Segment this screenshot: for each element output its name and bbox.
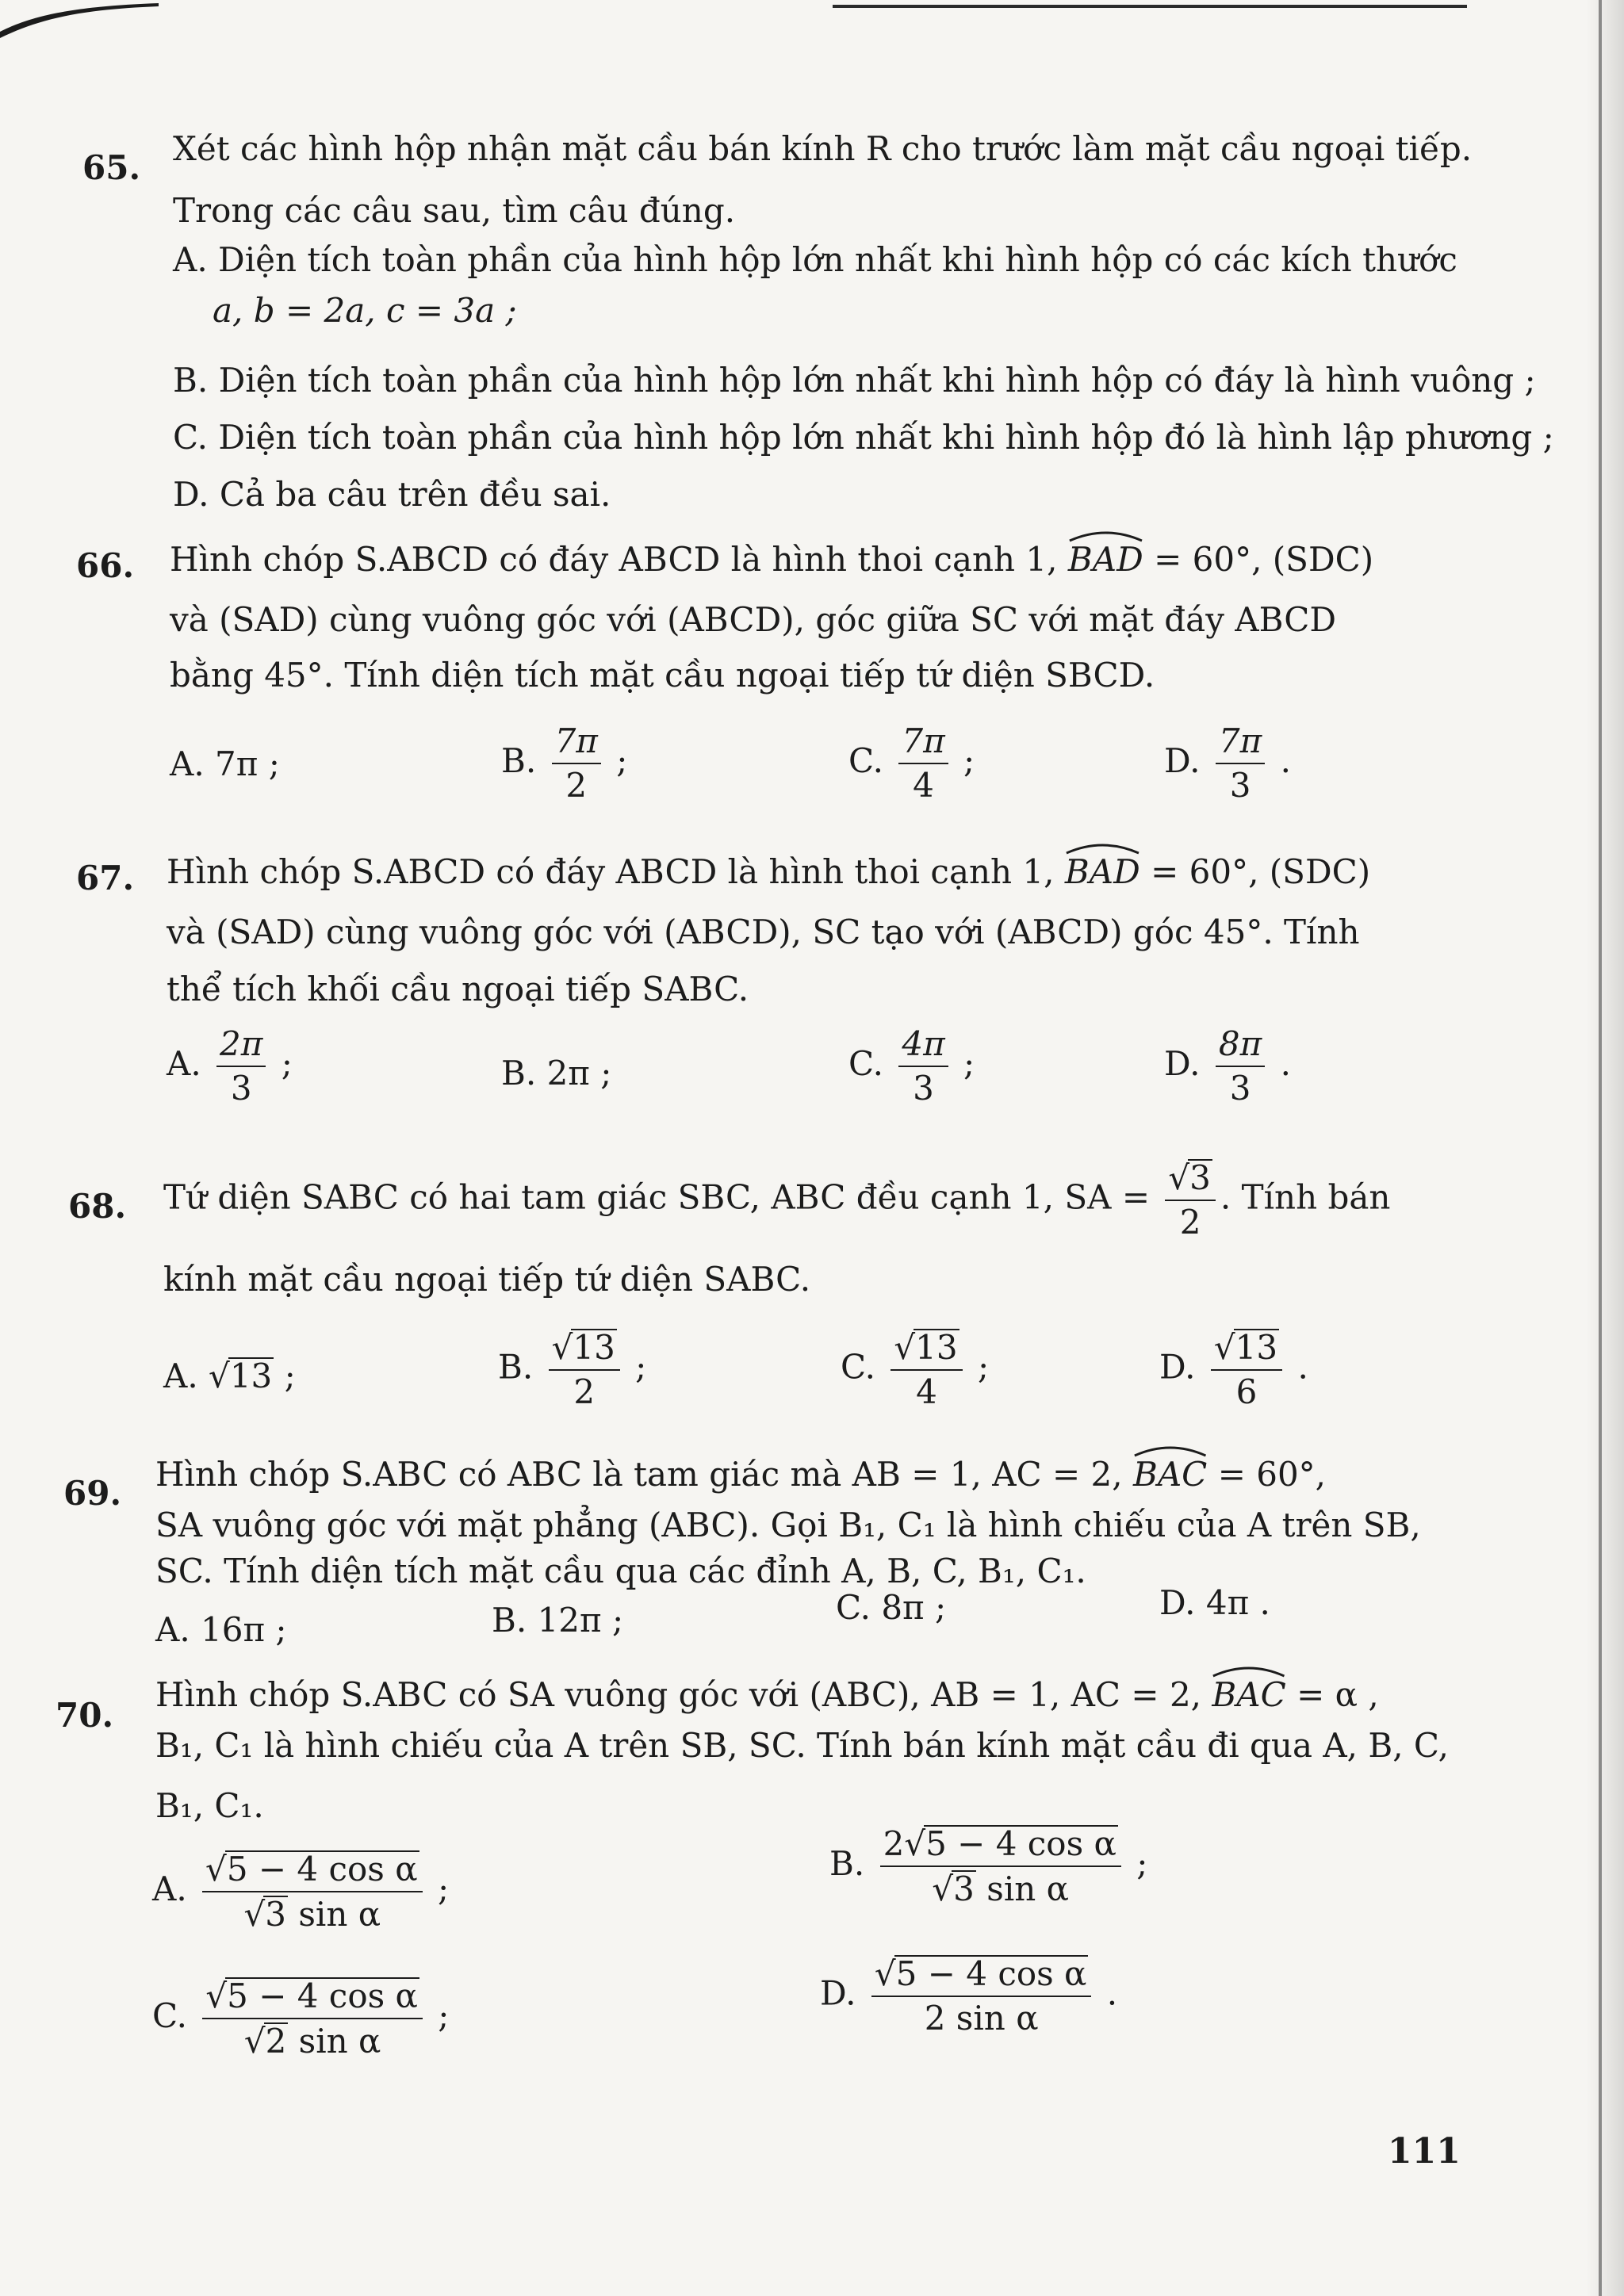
fraction xyxy=(216,1026,266,1107)
radicand: 5 − 4 cos α xyxy=(226,1850,418,1888)
fraction xyxy=(898,1026,948,1107)
question-67-angle-label: BAD xyxy=(1064,852,1140,891)
question-69-line-3: SC. Tính diện tích mặt cầu qua các đỉnh A, B, C, B₁, C₁. xyxy=(155,1552,1086,1590)
question-66-line-2: và (SAD) cùng vuông góc với (ABCD), góc giữa SC với mặt đáy ABCD xyxy=(170,600,1337,639)
fraction-denominator: 2 sin α xyxy=(924,1999,1039,2038)
radicand: 2 xyxy=(265,2022,287,2061)
fraction-denominator: √2 sin α xyxy=(243,2022,381,2061)
question-67-number: 67. xyxy=(76,859,135,897)
option-tail: ; xyxy=(616,741,628,780)
question-66-option-d xyxy=(1164,723,1291,804)
question-65-option-a-line-1: A. Diện tích toàn phần của hình hộp lớn nhất khi hình hộp có các kích thước xyxy=(173,240,1457,279)
radicand: 13 xyxy=(573,1328,615,1367)
scan-edge-shadow xyxy=(1586,0,1624,2296)
angle-arc-icon xyxy=(1068,528,1143,542)
radicand: 5 − 4 cos α xyxy=(925,1824,1116,1863)
question-68-line-2: kính mặt cầu ngoại tiếp tứ diện SABC. xyxy=(163,1260,811,1299)
fraction-denominator: 3 xyxy=(230,1069,252,1108)
option-tail: ; xyxy=(281,1044,293,1083)
fraction xyxy=(202,1850,423,1933)
scan-top-rule xyxy=(833,5,1467,8)
question-70-line-1-end: = α , xyxy=(1297,1675,1379,1714)
question-68-line-1-start: Tứ diện SABC có hai tam giác SBC, ABC đều cạnh 1, SA = xyxy=(163,1177,1151,1217)
question-65-option-b: B. Diện tích toàn phần của hình hộp lớn nhất khi hình hộp có đáy là hình vuông ; xyxy=(173,361,1536,400)
fraction-denominator: √3 sin α xyxy=(932,1869,1070,1908)
question-66-angle xyxy=(1068,539,1143,580)
option-tail: . xyxy=(1106,1973,1118,2013)
option-tail: ; xyxy=(438,1996,450,2035)
fraction-numerator: √5 − 4 cos α xyxy=(202,1850,423,1892)
radicand: 13 xyxy=(229,1357,273,1395)
option-tail: ; xyxy=(977,1347,990,1387)
fraction-denominator: 2 xyxy=(565,766,588,805)
question-67-option-a xyxy=(167,1026,293,1107)
question-69-line-1-end: = 60°, xyxy=(1217,1455,1327,1494)
angle-arc-icon xyxy=(1133,1443,1207,1457)
question-70-line-3: B₁, C₁. xyxy=(155,1786,264,1825)
option-label: B. xyxy=(829,1844,865,1883)
fraction xyxy=(1211,1329,1282,1410)
option-label: B. xyxy=(498,1347,534,1387)
question-70-line-2: B₁, C₁ là hình chiếu của A trên SB, SC. Tính bán kính mặt cầu đi qua A, B, C, xyxy=(155,1726,1449,1765)
question-70-option-b xyxy=(829,1825,1147,1908)
denominator-tail: sin α xyxy=(298,1895,381,1934)
option-label: D. xyxy=(1159,1347,1196,1387)
fraction-denominator: 4 xyxy=(916,1372,937,1411)
fraction-numerator: 7π xyxy=(552,723,601,764)
page-number: 111 xyxy=(1388,2131,1461,2172)
fraction-numerator: √5 − 4 cos α xyxy=(202,1977,423,2019)
fraction xyxy=(871,1955,1092,2037)
option-label: A. xyxy=(152,1869,187,1908)
radicand: 3 xyxy=(1189,1158,1211,1197)
option-label: D. xyxy=(1164,741,1201,780)
question-67-line-3: thể tích khối cầu ngoại tiếp SABC. xyxy=(167,970,749,1008)
fraction xyxy=(549,1329,620,1410)
question-65-stem-line-2: Trong các câu sau, tìm câu đúng. xyxy=(173,191,736,230)
angle-arc-icon xyxy=(1065,840,1140,855)
denominator-tail: sin α xyxy=(298,2022,381,2061)
question-65-option-a-line-2: a, b = 2a, c = 3a ; xyxy=(213,291,517,330)
option-tail: . xyxy=(1297,1347,1308,1387)
question-67-line-1 xyxy=(167,851,1370,893)
option-label: C. xyxy=(152,1996,187,2035)
angle-arc-icon xyxy=(1212,1663,1285,1678)
question-70-angle-label: BAC xyxy=(1212,1675,1286,1714)
fraction xyxy=(1165,1159,1216,1241)
fraction-denominator: 6 xyxy=(1235,1372,1258,1411)
question-69-option-d: D. 4π . xyxy=(1159,1583,1270,1622)
option-label: D. xyxy=(1164,1044,1201,1083)
denominator-tail: sin α xyxy=(986,1869,1070,1908)
option-tail: . xyxy=(1280,741,1291,780)
question-66-option-a: A. 7π ; xyxy=(170,744,280,783)
option-tail: ; xyxy=(437,1869,450,1908)
radicand: 13 xyxy=(1235,1328,1278,1367)
fraction-numerator: √13 xyxy=(891,1329,962,1371)
option-tail: . xyxy=(1280,1044,1291,1083)
option-label: C. xyxy=(841,1347,875,1387)
question-66-line-1-end: = 60°, (SDC) xyxy=(1154,540,1374,579)
scan-corner-mark xyxy=(0,0,174,40)
question-68-option-a: A. √13 ; xyxy=(163,1357,296,1395)
fraction-denominator: 3 xyxy=(1229,1069,1251,1108)
question-67-line-1-end: = 60°, (SDC) xyxy=(1151,852,1371,891)
fraction-numerator: 7π xyxy=(1216,723,1265,764)
question-70-angle xyxy=(1212,1674,1285,1716)
radicand: 13 xyxy=(915,1328,958,1367)
fraction-numerator: √3 xyxy=(1165,1159,1216,1201)
fraction-denominator: 3 xyxy=(1229,766,1251,805)
fraction-denominator: 3 xyxy=(913,1069,934,1108)
question-70-number: 70. xyxy=(56,1696,114,1735)
question-67-angle xyxy=(1065,851,1140,893)
fraction-denominator: 4 xyxy=(913,766,934,805)
question-69-number: 69. xyxy=(63,1474,122,1513)
option-label: C. xyxy=(848,741,883,780)
option-tail: ; xyxy=(635,1347,647,1387)
radicand: 5 − 4 cos α xyxy=(895,1954,1087,1993)
option-tail: ; xyxy=(963,741,975,780)
fraction-numerator: 7π xyxy=(898,723,948,764)
question-69-line-1 xyxy=(155,1454,1326,1495)
fraction xyxy=(898,723,948,804)
fraction xyxy=(891,1329,962,1410)
fraction-numerator: √13 xyxy=(549,1329,620,1371)
option-label: A. xyxy=(163,1357,198,1395)
numerator-coefficient: 2 xyxy=(883,1824,905,1863)
fraction-numerator: √13 xyxy=(1211,1329,1282,1371)
question-67-line-2: và (SAD) cùng vuông góc với (ABCD), SC tạo với (ABCD) góc 45°. Tính xyxy=(167,913,1360,951)
question-66-option-b xyxy=(501,723,627,804)
question-69-line-1-start: Hình chóp S.ABC có ABC là tam giác mà AB = 1, AC = 2, xyxy=(155,1455,1123,1494)
option-tail: ; xyxy=(963,1044,975,1083)
question-70-option-d xyxy=(820,1955,1117,2037)
option-tail: ; xyxy=(284,1357,296,1395)
question-69-angle xyxy=(1133,1454,1207,1495)
question-65-option-c: C. Diện tích toàn phần của hình hộp lớn nhất khi hình hộp đó là hình lập phương ; xyxy=(173,418,1554,457)
fraction xyxy=(552,723,601,804)
question-69-option-a: A. 16π ; xyxy=(155,1610,287,1649)
option-label: A. xyxy=(167,1044,201,1083)
option-tail: ; xyxy=(1136,1844,1148,1883)
question-68-option-d xyxy=(1159,1329,1308,1410)
question-65-number: 65. xyxy=(82,148,141,187)
question-67-option-b: B. 2π ; xyxy=(501,1054,612,1093)
option-label: B. xyxy=(501,741,537,780)
option-label: C. xyxy=(848,1044,883,1083)
scan-right-edge xyxy=(1599,0,1602,2296)
question-69-line-2: SA vuông góc với mặt phẳng (ABC). Gọi B₁, C₁ là hình chiếu của A trên SB, xyxy=(155,1506,1421,1544)
question-66-number: 66. xyxy=(76,546,135,585)
fraction-denominator: √3 sin α xyxy=(243,1895,381,1934)
question-68-option-c xyxy=(841,1329,989,1410)
question-70-option-a xyxy=(152,1850,449,1933)
question-67-option-c xyxy=(848,1026,975,1107)
question-68-option-b xyxy=(498,1329,646,1410)
question-67-line-1-start: Hình chóp S.ABCD có đáy ABCD là hình thoi cạnh 1, xyxy=(167,852,1055,891)
question-68-line-1 xyxy=(163,1159,1390,1241)
question-66-line-3: bằng 45°. Tính diện tích mặt cầu ngoại tiếp tứ diện SBCD. xyxy=(170,656,1155,695)
question-70-line-1-start: Hình chóp S.ABC có SA vuông góc với (ABC), AB = 1, AC = 2, xyxy=(155,1675,1202,1714)
question-66-line-1-start: Hình chóp S.ABCD có đáy ABCD là hình thoi cạnh 1, xyxy=(170,540,1058,579)
question-70-option-c xyxy=(152,1977,449,2060)
radicand: 3 xyxy=(265,1895,286,1934)
option-label: D. xyxy=(820,1973,856,2013)
question-65-stem-line-1: Xét các hình hộp nhận mặt cầu bán kính R cho trước làm mặt cầu ngoại tiếp. xyxy=(173,129,1473,168)
radicand: 5 − 4 cos α xyxy=(227,1976,418,2015)
question-69-option-c: C. 8π ; xyxy=(836,1588,947,1627)
question-66-angle-label: BAD xyxy=(1067,540,1143,579)
fraction-denominator: 2 xyxy=(1179,1203,1201,1242)
question-68-line-1-end: . Tính bán xyxy=(1220,1177,1391,1217)
question-65-option-d: D. Cả ba câu trên đều sai. xyxy=(173,475,611,514)
question-69-angle-label: BAC xyxy=(1132,1455,1208,1494)
fraction xyxy=(880,1825,1121,1908)
fraction-numerator: 4π xyxy=(898,1026,948,1067)
radicand: 3 xyxy=(953,1869,975,1908)
question-68-number: 68. xyxy=(68,1187,127,1226)
question-69-option-b: B. 12π ; xyxy=(492,1601,624,1640)
fraction-numerator: 2√5 − 4 cos α xyxy=(880,1825,1121,1867)
question-70-line-1 xyxy=(155,1674,1379,1716)
fraction-denominator: 2 xyxy=(573,1372,596,1411)
question-67-option-d xyxy=(1164,1026,1291,1107)
question-66-line-1 xyxy=(170,539,1373,580)
fraction xyxy=(202,1977,423,2060)
fraction xyxy=(1216,1026,1265,1107)
fraction-numerator: √5 − 4 cos α xyxy=(871,1955,1092,1997)
question-66-option-c xyxy=(848,723,975,804)
fraction-numerator: 8π xyxy=(1216,1026,1265,1067)
fraction xyxy=(1216,723,1265,804)
fraction-numerator: 2π xyxy=(216,1026,266,1067)
